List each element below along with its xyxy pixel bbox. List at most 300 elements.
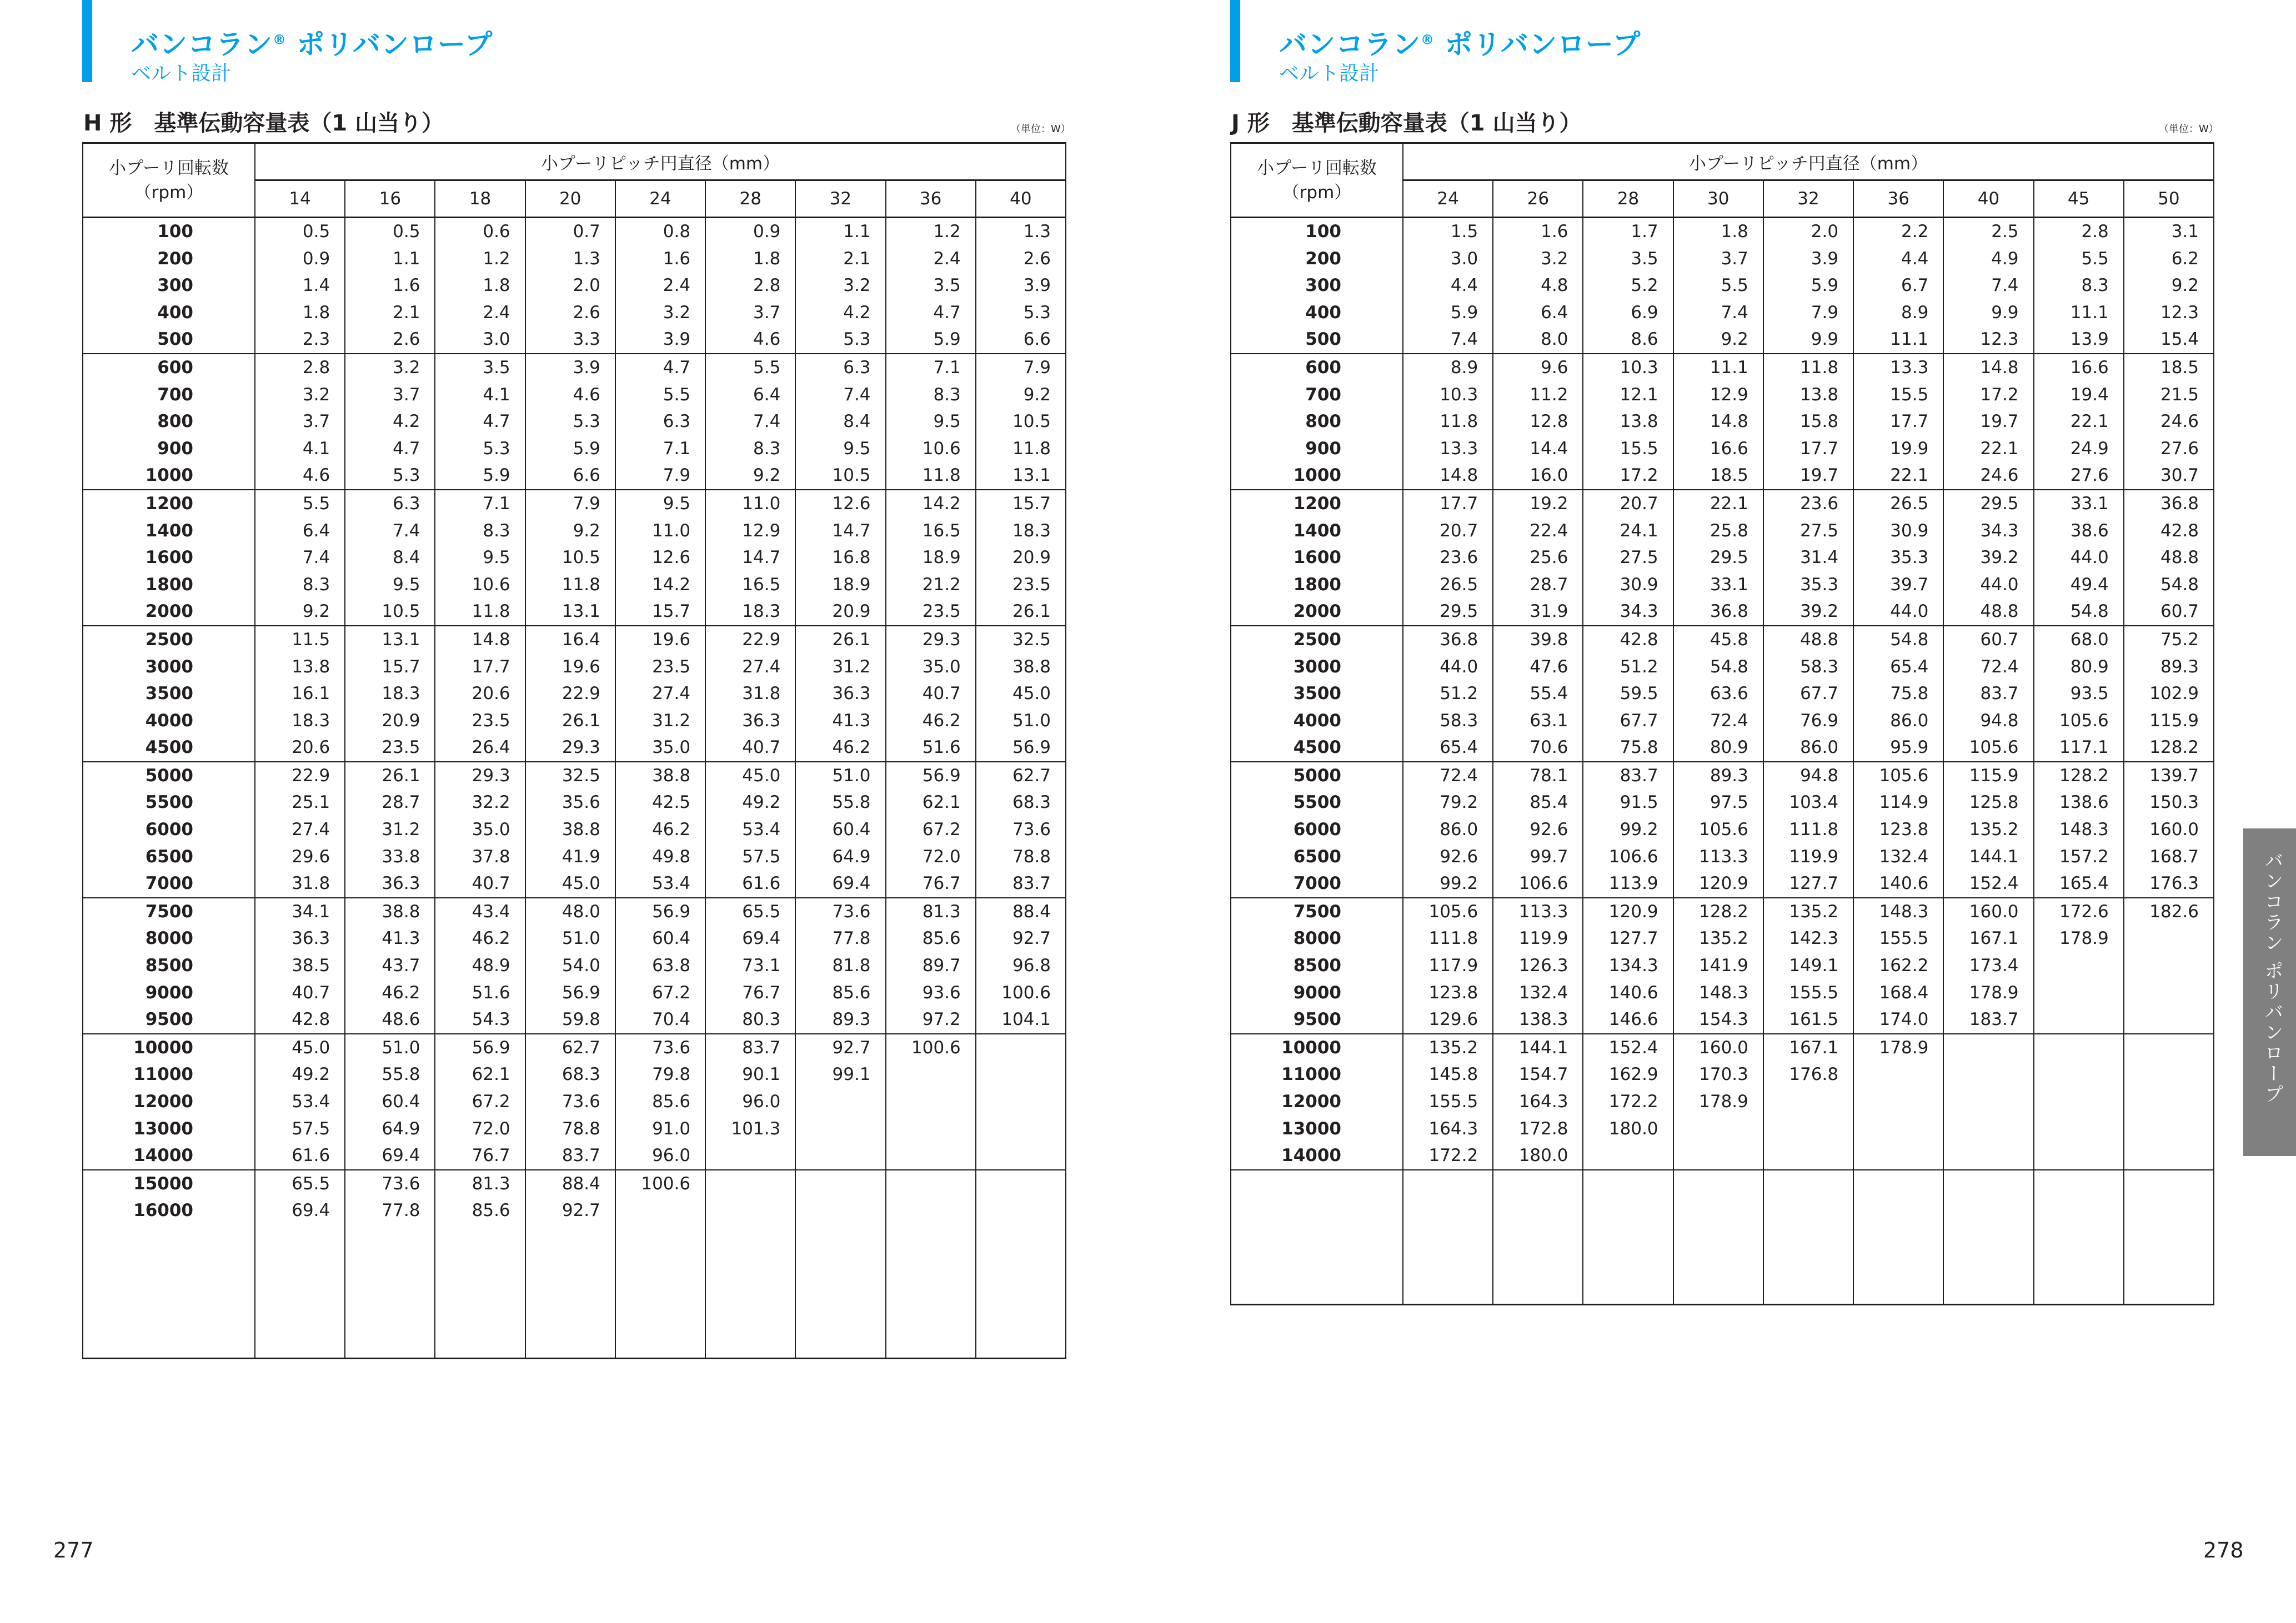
- capacity-cell: 15.5: [1583, 435, 1673, 463]
- capacity-cell: 12.6: [615, 544, 705, 571]
- rpm-cell: 5000: [83, 762, 255, 790]
- capacity-cell: 60.4: [615, 925, 705, 952]
- registered-mark: ®: [273, 32, 287, 48]
- capacity-cell: 36.3: [795, 680, 885, 707]
- capacity-cell: 46.2: [435, 925, 525, 952]
- rpm-cell: 8000: [83, 925, 255, 952]
- capacity-cell: 8.9: [1403, 354, 1493, 381]
- capacity-cell: 5.3: [435, 435, 525, 463]
- capacity-cell: 3.9: [615, 326, 705, 354]
- diameter-header: 小プーリピッチ円直径（mm）: [255, 143, 1066, 180]
- capacity-cell: 11.0: [705, 490, 795, 517]
- capacity-cell: [1763, 1088, 1853, 1116]
- rpm-cell: 7000: [83, 870, 255, 898]
- capacity-cell: 135.2: [1403, 1034, 1493, 1062]
- capacity-cell: 24.6: [2124, 408, 2214, 435]
- rpm-cell: 800: [83, 408, 255, 435]
- table-row: [83, 789, 1066, 816]
- rpm-cell: 9500: [83, 1006, 255, 1034]
- rpm-cell: 4500: [83, 734, 255, 762]
- blank-cell: [886, 1224, 976, 1359]
- capacity-cell: 29.5: [1403, 598, 1493, 626]
- capacity-cell: 27.5: [1583, 544, 1673, 571]
- capacity-cell: 72.4: [1943, 654, 2033, 681]
- rpm-cell: 600: [83, 354, 255, 381]
- capacity-cell: 7.9: [976, 354, 1066, 381]
- capacity-cell: 4.1: [435, 381, 525, 409]
- capacity-cell: 11.2: [1493, 381, 1583, 409]
- capacity-cell: 9.2: [976, 381, 1066, 409]
- capacity-cell: 27.4: [255, 816, 345, 843]
- capacity-cell: 56.9: [525, 979, 615, 1007]
- capacity-cell: 8.3: [2034, 272, 2124, 299]
- rpm-cell: 5500: [1231, 789, 1403, 816]
- capacity-cell: 20.6: [435, 680, 525, 707]
- rpm-cell: 1400: [83, 517, 255, 545]
- capacity-cell: 138.6: [2034, 789, 2124, 816]
- capacity-cell: 12.9: [1673, 381, 1763, 409]
- capacity-cell: 3.3: [525, 326, 615, 354]
- capacity-cell: 100.6: [886, 1034, 976, 1062]
- capacity-cell: 35.0: [886, 654, 976, 681]
- capacity-cell: 2.3: [255, 326, 345, 354]
- capacity-cell: 10.3: [1583, 354, 1673, 381]
- table-row: [1231, 734, 2214, 762]
- capacity-cell: 20.9: [795, 598, 885, 626]
- rpm-cell: 100: [83, 218, 255, 245]
- capacity-cell: 64.9: [345, 1116, 435, 1143]
- capacity-cell: 3.9: [976, 272, 1066, 299]
- capacity-cell: 94.8: [1763, 762, 1853, 790]
- capacity-cell: 139.7: [2124, 762, 2214, 790]
- capacity-cell: 60.4: [345, 1088, 435, 1116]
- rpm-cell: 1400: [1231, 517, 1403, 545]
- capacity-cell: 54.8: [1673, 654, 1763, 681]
- capacity-cell: 7.9: [615, 462, 705, 490]
- capacity-cell: 83.7: [525, 1142, 615, 1170]
- rpm-cell: 400: [83, 299, 255, 326]
- table-row: [83, 381, 1066, 409]
- capacity-cell: 14.8: [435, 626, 525, 654]
- capacity-cell: 168.7: [2124, 843, 2214, 871]
- capacity-cell: 2.8: [2034, 218, 2124, 245]
- capacity-cell: 4.6: [705, 326, 795, 354]
- capacity-cell: 51.0: [345, 1034, 435, 1062]
- capacity-cell: 4.6: [525, 381, 615, 409]
- capacity-cell: 132.4: [1493, 979, 1583, 1007]
- capacity-cell: 54.8: [2124, 571, 2214, 599]
- capacity-cell: 51.0: [525, 925, 615, 952]
- blank-cell: [705, 1224, 795, 1359]
- capacity-cell: 172.8: [1493, 1116, 1583, 1143]
- capacity-cell: 40.7: [705, 734, 795, 762]
- capacity-cell: 0.9: [705, 218, 795, 245]
- capacity-cell: 92.6: [1403, 843, 1493, 871]
- capacity-cell: 90.1: [705, 1061, 795, 1088]
- capacity-cell: 5.3: [525, 408, 615, 435]
- capacity-cell: 30.9: [1853, 517, 1943, 545]
- capacity-cell: 152.4: [1583, 1034, 1673, 1062]
- blank-cell: [1943, 1170, 2033, 1305]
- rpm-cell: 2500: [1231, 626, 1403, 654]
- diameter-col-header: 28: [1583, 180, 1673, 218]
- diameter-col-header: 16: [345, 180, 435, 218]
- unit-note: （単位：W）: [2159, 123, 2219, 135]
- capacity-cell: 18.9: [886, 544, 976, 571]
- capacity-cell: 105.6: [1853, 762, 1943, 790]
- capacity-cell: 27.5: [1763, 517, 1853, 545]
- capacity-cell: 31.2: [615, 707, 705, 735]
- capacity-cell: 38.8: [345, 898, 435, 926]
- capacity-cell: 105.6: [1673, 816, 1763, 843]
- blank-cell: [1673, 1170, 1763, 1305]
- capacity-cell: 138.3: [1493, 1006, 1583, 1034]
- table-row: [1231, 571, 2214, 599]
- table-row: [83, 490, 1066, 517]
- capacity-cell: 8.3: [255, 571, 345, 599]
- capacity-cell: 6.7: [1853, 272, 1943, 299]
- capacity-cell: 3.2: [795, 272, 885, 299]
- capacity-cell: 56.9: [886, 762, 976, 790]
- capacity-cell: 14.7: [705, 544, 795, 571]
- capacity-cell: 3.2: [1493, 245, 1583, 273]
- capacity-cell: 9.5: [886, 408, 976, 435]
- table-row: [83, 571, 1066, 599]
- capacity-cell: 23.6: [1763, 490, 1853, 517]
- capacity-cell: 72.4: [1403, 762, 1493, 790]
- capacity-cell: 0.5: [345, 218, 435, 245]
- capacity-cell: 88.4: [525, 1170, 615, 1198]
- capacity-cell: 67.2: [886, 816, 976, 843]
- capacity-cell: 6.3: [345, 490, 435, 517]
- rpm-header: 小プーリ回転数 （rpm）: [83, 143, 255, 218]
- capacity-cell: 3.5: [435, 354, 525, 381]
- capacity-cell: 178.9: [2034, 925, 2124, 952]
- capacity-cell: 161.5: [1763, 1006, 1853, 1034]
- rpm-cell: 3000: [1231, 654, 1403, 681]
- table-row: [1231, 952, 2214, 979]
- table-row: [83, 1088, 1066, 1116]
- capacity-cell: 29.6: [255, 843, 345, 871]
- capacity-cell: 2.8: [705, 272, 795, 299]
- capacity-cell: 42.8: [255, 1006, 345, 1034]
- capacity-cell: 9.9: [1763, 326, 1853, 354]
- capacity-cell: 113.9: [1583, 870, 1673, 898]
- capacity-cell: 11.8: [1763, 354, 1853, 381]
- capacity-cell: 16.0: [1493, 462, 1583, 490]
- capacity-cell: 22.1: [1673, 490, 1763, 517]
- capacity-cell: 1.8: [435, 272, 525, 299]
- blank-cell: [83, 1224, 255, 1359]
- capacity-cell: 19.7: [1763, 462, 1853, 490]
- capacity-cell: 167.1: [1763, 1034, 1853, 1062]
- capacity-cell: 24.1: [1583, 517, 1673, 545]
- capacity-cell: 12.8: [1493, 408, 1583, 435]
- capacity-cell: [705, 1170, 795, 1198]
- table-row: [1231, 462, 2214, 490]
- capacity-table-h: [82, 142, 1066, 1359]
- capacity-cell: 40.7: [435, 870, 525, 898]
- capacity-cell: 154.7: [1493, 1061, 1583, 1088]
- capacity-cell: 3.5: [886, 272, 976, 299]
- capacity-cell: 94.8: [1943, 707, 2033, 735]
- capacity-cell: 19.6: [615, 626, 705, 654]
- table-row: [83, 680, 1066, 707]
- capacity-cell: 61.6: [705, 870, 795, 898]
- capacity-cell: 2.5: [1943, 218, 2033, 245]
- capacity-cell: [2124, 1061, 2214, 1088]
- capacity-cell: 65.4: [1853, 654, 1943, 681]
- capacity-cell: [2124, 1116, 2214, 1143]
- capacity-cell: 101.3: [705, 1116, 795, 1143]
- capacity-cell: [2034, 1006, 2124, 1034]
- capacity-cell: 148.3: [1673, 979, 1763, 1007]
- rpm-cell: 7500: [83, 898, 255, 926]
- capacity-cell: 9.5: [435, 544, 525, 571]
- capacity-cell: 33.8: [345, 843, 435, 871]
- capacity-cell: 95.9: [1853, 734, 1943, 762]
- capacity-cell: 30.7: [2124, 462, 2214, 490]
- table-row: [83, 1197, 1066, 1224]
- capacity-cell: [795, 1142, 885, 1170]
- capacity-cell: 34.1: [255, 898, 345, 926]
- capacity-cell: 43.4: [435, 898, 525, 926]
- capacity-cell: 29.3: [886, 626, 976, 654]
- capacity-cell: 102.9: [2124, 680, 2214, 707]
- capacity-cell: 58.3: [1403, 707, 1493, 735]
- capacity-cell: 123.8: [1403, 979, 1493, 1007]
- rpm-cell: 5000: [1231, 762, 1403, 790]
- diameter-col-header: 26: [1493, 180, 1583, 218]
- capacity-cell: 6.2: [2124, 245, 2214, 273]
- capacity-cell: [2034, 1142, 2124, 1170]
- capacity-cell: 3.7: [1673, 245, 1763, 273]
- table-row: [1231, 680, 2214, 707]
- capacity-cell: 146.6: [1583, 1006, 1673, 1034]
- capacity-cell: 26.1: [795, 626, 885, 654]
- capacity-cell: 26.1: [525, 707, 615, 735]
- capacity-cell: 32.5: [976, 626, 1066, 654]
- capacity-cell: 4.7: [435, 408, 525, 435]
- capacity-cell: 13.1: [976, 462, 1066, 490]
- capacity-cell: 86.0: [1763, 734, 1853, 762]
- table-row: [83, 707, 1066, 735]
- capacity-cell: 76.7: [886, 870, 976, 898]
- capacity-cell: 68.0: [2034, 626, 2124, 654]
- capacity-cell: 78.1: [1493, 762, 1583, 790]
- capacity-cell: 85.6: [886, 925, 976, 952]
- capacity-cell: 7.4: [1403, 326, 1493, 354]
- capacity-cell: 140.6: [1853, 870, 1943, 898]
- capacity-cell: 5.5: [1673, 272, 1763, 299]
- rpm-cell: 5500: [83, 789, 255, 816]
- capacity-cell: 16.5: [886, 517, 976, 545]
- blank-cell: [525, 1224, 615, 1359]
- capacity-cell: 141.9: [1673, 952, 1763, 979]
- capacity-cell: 6.3: [795, 354, 885, 381]
- rpm-cell: 200: [1231, 245, 1403, 273]
- capacity-cell: 54.8: [1853, 626, 1943, 654]
- table-row: [1231, 490, 2214, 517]
- capacity-cell: [1763, 1116, 1853, 1143]
- capacity-cell: 7.4: [705, 408, 795, 435]
- rpm-cell: 1600: [1231, 544, 1403, 571]
- capacity-cell: 13.8: [255, 654, 345, 681]
- diameter-col-header: 32: [795, 180, 885, 218]
- table-row: [83, 354, 1066, 381]
- capacity-cell: 89.3: [795, 1006, 885, 1034]
- capacity-cell: [886, 1088, 976, 1116]
- rpm-cell: 8500: [83, 952, 255, 979]
- capacity-cell: 67.2: [435, 1088, 525, 1116]
- capacity-cell: 13.1: [345, 626, 435, 654]
- capacity-cell: [1853, 1116, 1943, 1143]
- capacity-cell: 36.3: [705, 707, 795, 735]
- capacity-cell: 23.6: [1403, 544, 1493, 571]
- table-row: [83, 408, 1066, 435]
- capacity-cell: 148.3: [2034, 816, 2124, 843]
- capacity-cell: 12.6: [795, 490, 885, 517]
- capacity-cell: 1.3: [525, 245, 615, 273]
- capacity-cell: [2124, 1034, 2214, 1062]
- capacity-cell: 173.4: [1943, 952, 2033, 979]
- table-row: [1231, 272, 2214, 299]
- capacity-cell: 99.2: [1583, 816, 1673, 843]
- rpm-cell: 11000: [83, 1061, 255, 1088]
- capacity-cell: 10.6: [435, 571, 525, 599]
- diameter-col-header: 36: [886, 180, 976, 218]
- capacity-cell: 96.0: [615, 1142, 705, 1170]
- capacity-cell: 99.7: [1493, 843, 1583, 871]
- capacity-cell: 57.5: [705, 843, 795, 871]
- capacity-cell: 44.0: [2034, 544, 2124, 571]
- capacity-cell: 22.1: [1943, 435, 2033, 463]
- capacity-cell: 3.0: [435, 326, 525, 354]
- capacity-cell: 6.4: [255, 517, 345, 545]
- capacity-cell: 9.2: [525, 517, 615, 545]
- capacity-cell: 78.8: [525, 1116, 615, 1143]
- capacity-cell: 6.6: [525, 462, 615, 490]
- capacity-cell: 46.2: [345, 979, 435, 1007]
- capacity-cell: 29.5: [1673, 544, 1763, 571]
- capacity-cell: 8.4: [345, 544, 435, 571]
- capacity-cell: 178.9: [1853, 1034, 1943, 1062]
- capacity-cell: [1673, 1116, 1763, 1143]
- capacity-cell: 135.2: [1943, 816, 2033, 843]
- capacity-cell: 56.9: [615, 898, 705, 926]
- capacity-cell: 13.8: [1763, 381, 1853, 409]
- capacity-cell: 172.6: [2034, 898, 2124, 926]
- rpm-cell: 4500: [1231, 734, 1403, 762]
- capacity-cell: 41.9: [525, 843, 615, 871]
- capacity-cell: 64.9: [795, 843, 885, 871]
- capacity-cell: 2.0: [1763, 218, 1853, 245]
- capacity-cell: 15.7: [345, 654, 435, 681]
- capacity-cell: 62.7: [525, 1034, 615, 1062]
- capacity-cell: 2.1: [795, 245, 885, 273]
- capacity-cell: 37.8: [435, 843, 525, 871]
- capacity-cell: 5.5: [705, 354, 795, 381]
- capacity-cell: 63.6: [1673, 680, 1763, 707]
- unit-note: （単位：W）: [1011, 123, 1071, 135]
- capacity-cell: 145.8: [1403, 1061, 1493, 1088]
- rpm-cell: 7500: [1231, 898, 1403, 926]
- capacity-cell: 48.8: [1943, 598, 2033, 626]
- capacity-cell: 2.1: [345, 299, 435, 326]
- capacity-cell: 96.8: [976, 952, 1066, 979]
- capacity-cell: 44.0: [1943, 571, 2033, 599]
- table-title-h: H 形 基準伝動容量表（1 山当り）: [83, 110, 444, 136]
- capacity-cell: [795, 1170, 885, 1198]
- capacity-cell: 53.4: [255, 1088, 345, 1116]
- capacity-cell: 4.4: [1403, 272, 1493, 299]
- table-row: [83, 843, 1066, 871]
- capacity-cell: 23.5: [345, 734, 435, 762]
- capacity-cell: 32.5: [525, 762, 615, 790]
- capacity-cell: 15.7: [976, 490, 1066, 517]
- capacity-cell: 12.3: [1943, 326, 2033, 354]
- capacity-cell: 86.0: [1853, 707, 1943, 735]
- capacity-cell: 2.6: [976, 245, 1066, 273]
- table-row: [1231, 789, 2214, 816]
- capacity-cell: [1673, 1142, 1763, 1170]
- capacity-cell: 135.2: [1763, 898, 1853, 926]
- diameter-col-header: 36: [1853, 180, 1943, 218]
- capacity-cell: 9.5: [345, 571, 435, 599]
- capacity-cell: [976, 1061, 1066, 1088]
- side-index-tab[interactable]: [2243, 828, 2296, 1156]
- capacity-cell: 148.3: [1853, 898, 1943, 926]
- table-row: [1231, 816, 2214, 843]
- capacity-cell: 11.8: [435, 598, 525, 626]
- capacity-cell: 117.9: [1403, 952, 1493, 979]
- capacity-cell: 172.2: [1583, 1088, 1673, 1116]
- capacity-cell: 76.9: [1763, 707, 1853, 735]
- capacity-cell: 1.6: [1493, 218, 1583, 245]
- capacity-cell: 17.7: [1763, 435, 1853, 463]
- rpm-cell: 15000: [83, 1170, 255, 1198]
- table-row: [1231, 1061, 2214, 1088]
- capacity-cell: 4.1: [255, 435, 345, 463]
- capacity-cell: 11.8: [976, 435, 1066, 463]
- capacity-cell: 44.0: [1403, 654, 1493, 681]
- capacity-cell: 13.8: [1583, 408, 1673, 435]
- rpm-cell: 12000: [1231, 1088, 1403, 1116]
- capacity-cell: 178.9: [1943, 979, 2033, 1007]
- capacity-cell: 4.2: [795, 299, 885, 326]
- capacity-cell: 105.6: [1943, 734, 2033, 762]
- capacity-cell: 5.2: [1583, 272, 1673, 299]
- capacity-cell: 160.0: [1943, 898, 2033, 926]
- capacity-cell: 68.3: [976, 789, 1066, 816]
- rpm-cell: 3500: [1231, 680, 1403, 707]
- rpm-cell: 1000: [1231, 462, 1403, 490]
- capacity-cell: 7.1: [615, 435, 705, 463]
- capacity-cell: 120.9: [1673, 870, 1763, 898]
- capacity-cell: 54.3: [435, 1006, 525, 1034]
- blank-cell: [976, 1224, 1066, 1359]
- capacity-cell: 106.6: [1493, 870, 1583, 898]
- table-row: [1231, 299, 2214, 326]
- capacity-cell: 12.9: [705, 517, 795, 545]
- capacity-cell: 73.6: [525, 1088, 615, 1116]
- capacity-cell: 5.3: [795, 326, 885, 354]
- capacity-cell: 18.9: [795, 571, 885, 599]
- blank-cell: [615, 1224, 705, 1359]
- capacity-cell: [2034, 1061, 2124, 1088]
- capacity-cell: [1943, 1088, 2033, 1116]
- capacity-cell: 72.4: [1673, 707, 1763, 735]
